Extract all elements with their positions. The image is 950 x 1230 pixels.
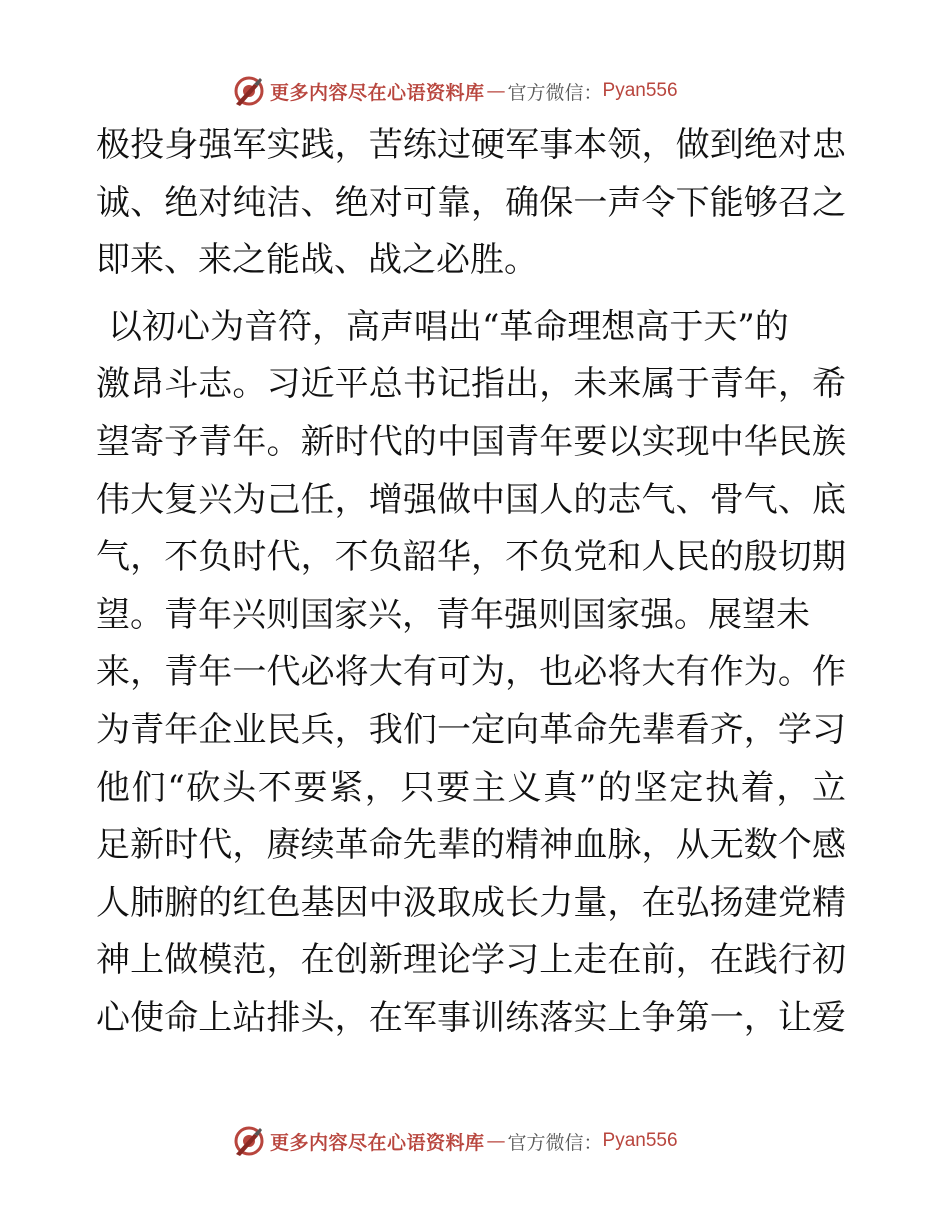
text-line: 为青年企业民兵，我们一定向革命先辈看齐，学习 [96, 709, 846, 750]
text-line: 气，不负时代，不负韶华，不负党和人民的殷切期 [96, 537, 846, 578]
text-line: 诚、绝对纯洁、绝对可靠，确保一声令下能够召之 [96, 182, 846, 223]
header-banner [232, 74, 678, 108]
banner-dash: — [486, 80, 506, 102]
text-line: 望。青年兴则国家兴，青年强则国家强。展望未 [96, 594, 810, 635]
text-line: 望寄予青年。新时代的中国青年要以实现中华民族 [96, 421, 846, 462]
text-line: 人肺腑的红色基因中汲取成长力量，在弘扬建党精 [96, 882, 846, 923]
banner-dash: — [486, 1130, 506, 1152]
pen-logo-icon [232, 74, 266, 108]
banner-wechat-label: 官方微信： [507, 81, 603, 104]
paragraph-2 [96, 299, 856, 1048]
banner-wechat-label: 官方微信： [507, 1131, 603, 1154]
text-line: 心使命上站排头，在军事训练落实上争第一，让爱 [96, 997, 846, 1038]
text-line: 极投身强军实践，苦练过硬军事本领，做到绝对忠 [96, 125, 846, 165]
document-body [96, 117, 856, 1048]
text-line: 以初心为音符，高声唱出“革命理想高于天”的 [108, 306, 789, 347]
text-line: 伟大复兴为己任，增强做中国人的志气、骨气、底 [96, 479, 846, 520]
pen-logo-icon [232, 1124, 266, 1158]
text-line: 他们“砍头不要紧，只要主义真”的坚定执着，立 [96, 767, 846, 808]
paragraph-1 [96, 117, 856, 290]
banner-wechat-id: Pyan556 [602, 80, 678, 101]
text-line: 即来、来之能战、战之必胜。 [96, 240, 538, 281]
text-line: 激昂斗志。习近平总书记指出，未来属于青年，希 [96, 364, 846, 405]
banner-wechat-id: Pyan556 [602, 1130, 678, 1151]
text-line: 足新时代，赓续革命先辈的精神血脉，从无数个感 [96, 825, 846, 866]
banner-main-text: 更多内容尽在心语资料库 [270, 1131, 485, 1154]
text-line: 神上做模范，在创新理论学习上走在前，在践行初 [96, 940, 846, 981]
banner-main-text: 更多内容尽在心语资料库 [270, 81, 485, 104]
footer-banner [232, 1124, 678, 1158]
text-line: 来，青年一代必将大有可为，也必将大有作为。作 [96, 652, 846, 693]
